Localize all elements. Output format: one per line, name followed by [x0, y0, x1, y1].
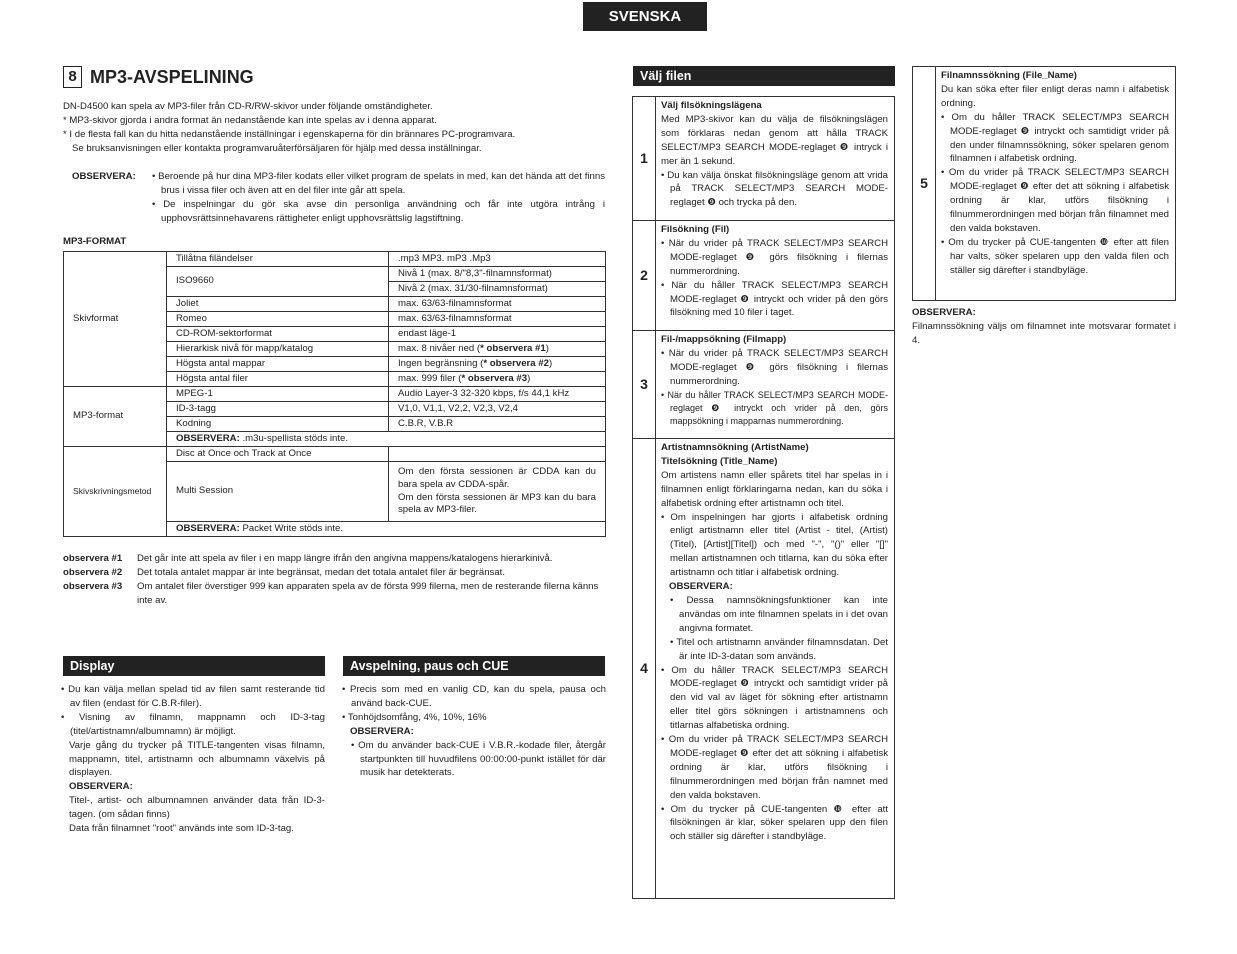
display-heading: Display	[63, 656, 325, 676]
footnote: observera #1 Det går inte att spela av filer i en mapp längre ifrån den angivna mappens/katalogens hierarkinivå.	[63, 553, 553, 564]
observera-label: OBSERVERA:	[72, 171, 136, 182]
format-name: Tillåtna filändelser	[167, 252, 389, 267]
format-name: Högsta antal mappar	[167, 357, 389, 372]
step-number: 1	[633, 97, 656, 221]
bullet: • Du kan välja mellan spelad tid av filen samt resterande tid av filen (endast för C.B.R-filer).	[61, 684, 325, 709]
valj-filen-heading: Välj filen	[633, 66, 895, 86]
intro-line: Se bruksanvisningen eller kontakta programvaruåterförsäljaren för hjälp med dessa inställningar.	[72, 142, 482, 154]
step-number: 5	[913, 67, 936, 301]
intro-text	[63, 100, 608, 156]
format-value: Audio Layer-3 32-320 kbps, f/s 44,1 kHz	[389, 387, 606, 402]
format-value: max. 63/63-filnamnsformat	[389, 312, 606, 327]
paragraph: Filnamnssökning väljs om filnamnet inte motsvarar formatet i 4.	[912, 320, 1176, 346]
format-note: OBSERVERA: .m3u-spellista stöds inte.	[167, 432, 606, 447]
language-tab: SVENSKA	[583, 2, 707, 31]
chapter-number: 8	[63, 66, 82, 88]
footnotes	[63, 552, 608, 608]
format-note: OBSERVERA: Packet Write stöds inte.	[167, 522, 606, 537]
step-content: Artistnamnsökning (ArtistName) Titelsökning (Title_Name) Om artistens namn eller spårets titel har spelas in i filnamnen enligt förklaringarna nedan, kan du söka i alfabetisk ordning efter artistnamn och titel. • Om inspelningen har gjorts i alfabetisk ordning enligt artistnamn eller titel (Artist - titel, (Artist)(Titel), [Artist][Titel]) och med "-", "()" eller "[]" mellan artistnamnen och titlarna, kan du söka efter artistnamn och titlar i alfabetisk ordning. OBSERVERA: • Dessa namnsökningsfunktioner kan inte användas om inte filnamnen spelats in i det ovan angivna formatet. • Titel och artistnamn använder filnamnsdatan. Det är inte ID-3-datan som används. • Om du håller TRACK SELECT/MP3 SEARCH MODE-reglaget ❾ intryckt och samtidigt vrider på den vid val av läget för sökning efter artistnamn eller titel görs sökningen i artistnamnens och titlarnas alfabetiska ordning. • Om du vrider på TRACK SELECT/MP3 SEARCH MODE-reglaget ❾ efter det att sökning i alfabetisk ordning är klar, utförs filsökning i filnummerordningen med början från namnet med den valda bokstaven. • Om du trycker på CUE-tangenten ❿ efter att filsökningen är klar, söker spelaren upp den filen och ställer sig därefter i standbyläge.	[656, 439, 895, 899]
format-name: Disc at Once och Track at Once	[167, 447, 389, 462]
format-value: Nivå 2 (max. 31/30-filnamnsformat)	[389, 282, 606, 297]
format-name: Joliet	[167, 297, 389, 312]
step5-table	[912, 66, 1176, 301]
paragraph: Titel-, artist- och albumnamnen använder data från ID-3-tagen. (om sådan finns)	[69, 795, 325, 821]
format-name: Romeo	[167, 312, 389, 327]
step-number: 3	[633, 331, 656, 439]
paragraph: Data från filnamnet "root" används inte som ID-3-tag.	[69, 823, 294, 835]
intro-line: DN-D4500 kan spela av MP3-filer från CD-R/RW-skivor under följande omständigheter.	[63, 101, 433, 112]
footnote: observera #2 Det totala antalet mappar är inte begränsat, medan det totala antalet filer är begränsat.	[63, 566, 505, 578]
observera-item: • Beroende på hur dina MP3-filer kodats eller vilket program de spelats in med, kan det hända att det finns brus i vissa filer och även att en del filer inte går att spela.	[152, 171, 605, 196]
mp3-format-heading: MP3-FORMAT	[63, 236, 127, 247]
format-value	[389, 447, 606, 462]
bullet: • Tonhöjdsomfång, 4%, 10%, 16%	[342, 711, 487, 723]
paragraph: Varje gång du trycker på TITLE-tangenten visas filnamn, mappnamn, titel, artistnamn och albumnamn växelvis på displayen.	[69, 739, 325, 779]
steps-table	[632, 96, 895, 899]
format-value: C.B.R, V.B.R	[389, 417, 606, 432]
format-name: Hierarkisk nivå för mapp/katalog	[167, 342, 389, 357]
group-skivskrivning: Skivskrivningsmetod	[64, 447, 167, 537]
format-value: max. 63/63-filnamnsformat	[389, 297, 606, 312]
bullet: • Precis som med en vanlig CD, kan du spela, pausa och använd back-CUE.	[342, 684, 606, 709]
step-content: Filnamnssökning (File_Name) Du kan söka efter filer enligt deras namn i alfabetisk ordning. • Om du håller TRACK SELECT/MP3 SEARCH MODE-reglaget ❾ intryckt och samtidigt vrider på den under filnamnssökning, söker spelaren genom filnamnen i alfabetisk ordning. • Om du vrider på TRACK SELECT/MP3 SEARCH MODE-reglaget ❾ efter det att sökning i alfabetisk ordning är klar, utförs filsökning i filnummerordningen med början från filnamnet med den valda bokstaven. • Om du trycker på CUE-tangenten ❿ efter att filen har valts, söker spelaren upp den valda filen och ställer sig därefter i standbyläge.	[936, 67, 1176, 301]
step-content: Välj filsökningslägena Med MP3-skivor kan du välja de filsökningslägen som förklaras nedan genom att hålla TRACK SELECT/MP3 SEARCH MODE-reglaget ❾ intryck i mer än 1 sekund. • Du kan välja önskat filsökningsläge genom att vrida på TRACK SELECT/MP3 SEARCH MODE-reglaget ❾ och trycka på den.	[656, 97, 895, 221]
format-value: V1,0, V1,1, V2,2, V2,3, V2,4	[389, 402, 606, 417]
format-name: Multi Session	[167, 462, 389, 522]
format-name: ISO9660	[167, 267, 389, 297]
bullet: • Visning av filnamn, mappnamn och ID-3-tag (titel/artistnamn/albumnamn) är möjligt.	[61, 711, 325, 737]
format-value: max. 8 nivåer ned (* observera #1)	[389, 342, 606, 357]
step-content: Filsökning (Fil) • När du vrider på TRACK SELECT/MP3 SEARCH MODE-reglaget ❾ görs filsökning i filernas nummerordning. • När du håller TRACK SELECT/MP3 SEARCH MODE-reglaget ❾ intryckt och vrider på den görs filsökning med 10 filer i taget.	[656, 221, 895, 331]
step-number: 2	[633, 221, 656, 331]
format-name: ID-3-tagg	[167, 402, 389, 417]
mp3-format-table	[63, 251, 606, 537]
format-value: Om den första sessionen är CDDA kan du bara spela av CDDA-spår. Om den första sessionen är MP3 kan du bara spela av MP3-filer.	[389, 462, 606, 522]
avspelning-heading: Avspelning, paus och CUE	[343, 656, 605, 676]
step-content: Fil-/mappsökning (Filmapp) • När du vrider på TRACK SELECT/MP3 SEARCH MODE-reglaget ❾ görs filsökning i filernas nummerordning. • När du håller TRACK SELECT/MP3 SEARCH MODE-reglaget ❾ intryckt och vrider på den, görs mappsökning i mapparnas nummerordning.	[656, 331, 895, 439]
display-body	[61, 683, 325, 836]
format-name: MPEG-1	[167, 387, 389, 402]
footnote: observera #3 Om antalet filer överstiger 999 kan apparaten spela av de första 999 filerna, men de resterande filerna känns inte av.	[63, 580, 599, 606]
group-skivformat: Skivformat	[64, 252, 167, 387]
observera-label: OBSERVERA:	[69, 781, 133, 793]
group-mp3format: MP3-format	[64, 387, 167, 447]
format-name: CD-ROM-sektorformat	[167, 327, 389, 342]
observera-block	[72, 170, 605, 226]
bullet: • Om du använder back-CUE i V.B.R.-kodade filer, återgår startpunkten till huvudfilens 00:00:00-punkt istället för där musik har detekterats.	[351, 739, 606, 779]
step-number: 4	[633, 439, 656, 899]
observera-label: OBSERVERA:	[350, 725, 414, 737]
format-value: max. 999 filer (* observera #3)	[389, 372, 606, 387]
chapter-heading	[63, 64, 254, 90]
format-value: Nivå 1 (max. 8/"8,3"-filnamnsformat)	[389, 267, 606, 282]
format-name: Högsta antal filer	[167, 372, 389, 387]
observera-right	[912, 306, 1176, 348]
format-value: endast läge-1	[389, 327, 606, 342]
chapter-title: MP3-AVSPELINING	[90, 67, 254, 87]
observera-label: OBSERVERA:	[912, 307, 976, 318]
intro-line: * I de flesta fall kan du hitta nedanstående inställningar i egenskaperna för din brännares PC-programvara.	[63, 128, 516, 140]
avspelning-body	[342, 683, 606, 780]
format-name: Kodning	[167, 417, 389, 432]
format-value: Ingen begränsning (* observera #2)	[389, 357, 606, 372]
intro-line: * MP3-skivor gjorda i andra format än nedanstående kan inte spelas av i denna apparat.	[63, 114, 437, 126]
format-value: .mp3 MP3. mP3 .Mp3	[389, 252, 606, 267]
observera-item: • De inspelningar du gör ska avse din personliga användning och får inte utgöra intrång i upphovsrättsinnehavarens rättigheter enligt upphovsrättslig lagstiftning.	[152, 198, 605, 224]
